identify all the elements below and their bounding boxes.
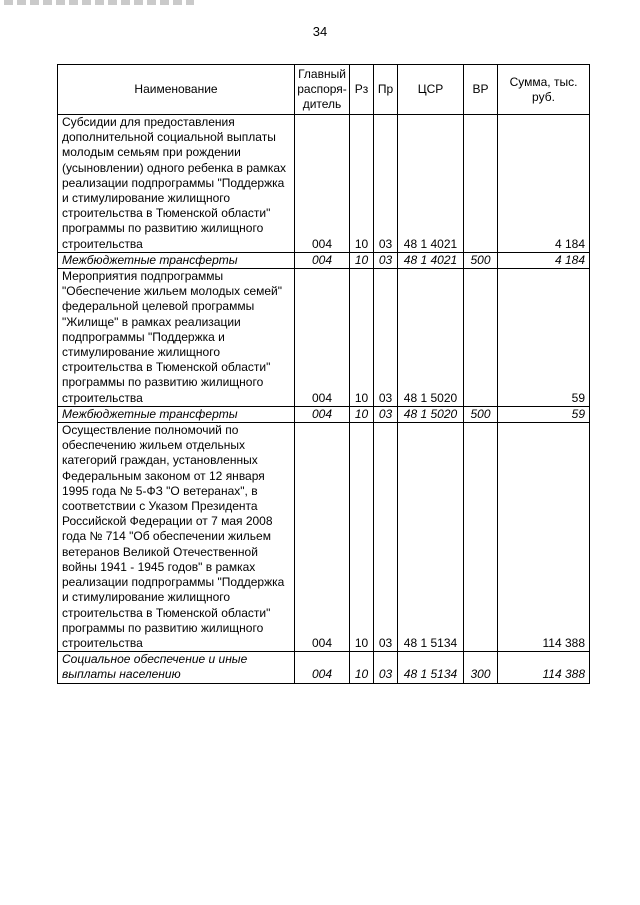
row-sum: 114 388 [498,652,590,683]
row-csr: 48 1 4021 [398,252,464,268]
row-vr: 500 [464,252,498,268]
row-sum: 4 184 [498,252,590,268]
row-sum: 59 [498,269,590,407]
row-manager: 004 [295,269,350,407]
header-manager: Главный распоря-дитель [295,65,350,115]
table-row [58,652,590,683]
row-csr: 48 1 5020 [398,406,464,422]
row-pr: 03 [374,269,398,407]
header-pr: Пр [374,65,398,115]
row-sum: 59 [498,406,590,422]
table-row [58,406,590,422]
row-rz: 10 [350,406,374,422]
row-csr: 48 1 5134 [398,423,464,652]
row-rz: 10 [350,652,374,683]
table-row [58,269,590,407]
row-name: Межбюджетные трансферты [58,252,295,268]
row-name: Осуществление полномочий по обеспечению жильем отдельных категорий граждан, установленных Федеральным законом от 12 января 1995 года № 5-ФЗ "О ветеранах", в соответствии с Указом Президента Российской Федерации от 7 мая 2008 года № 714 "Об обеспечении жильем ветеранов Великой Отечественной войны 1941 - 1945 годов" в рамках реализации подпрограммы "Поддержка и стимулирование жилищного строительства в Тюменской области" программы по развитию жилищного строительства [58,423,295,652]
row-pr: 03 [374,423,398,652]
page-number: 34 [312,24,328,39]
row-vr: 500 [464,406,498,422]
row-pr: 03 [374,652,398,683]
table-row [58,115,590,253]
header-name: Наименование [58,65,295,115]
header-sum: Сумма, тыс. руб. [498,65,590,115]
row-manager: 004 [295,252,350,268]
row-sum: 114 388 [498,423,590,652]
row-name: Мероприятия подпрограммы "Обеспечение жильем молодых семей" федеральной целевой программы "Жилище" в рамках реализации подпрограммы "Поддержка и стимулирование жилищного строительства в Тюменской области" программы по развитию жилищного строительства [58,269,295,407]
row-csr: 48 1 5020 [398,269,464,407]
row-vr [464,115,498,253]
table-row [58,252,590,268]
row-vr [464,423,498,652]
header-vr: ВР [464,65,498,115]
budget-table [57,64,590,684]
table-header-row [58,65,590,115]
row-pr: 03 [374,115,398,253]
row-vr: 300 [464,652,498,683]
row-name: Межбюджетные трансферты [58,406,295,422]
row-sum: 4 184 [498,115,590,253]
row-csr: 48 1 4021 [398,115,464,253]
row-manager: 004 [295,115,350,253]
table-row [58,423,590,652]
row-pr: 03 [374,406,398,422]
row-manager: 004 [295,406,350,422]
header-csr: ЦСР [398,65,464,115]
row-vr [464,269,498,407]
row-name: Социальное обеспечение и иные выплаты населению [58,652,295,683]
row-rz: 10 [350,252,374,268]
row-name: Субсидии для предоставления дополнительной социальной выплаты молодым семьям при рождении (усыновлении) одного ребенка в рамках реализации подпрограммы "Поддержка и стимулирование жилищного строительства в Тюменской области" программы по развитию жилищного строительства [58,115,295,253]
row-manager: 004 [295,652,350,683]
scan-header-mark [4,0,194,5]
row-rz: 10 [350,269,374,407]
row-pr: 03 [374,252,398,268]
row-rz: 10 [350,423,374,652]
row-manager: 004 [295,423,350,652]
header-rz: Рз [350,65,374,115]
row-rz: 10 [350,115,374,253]
row-csr: 48 1 5134 [398,652,464,683]
